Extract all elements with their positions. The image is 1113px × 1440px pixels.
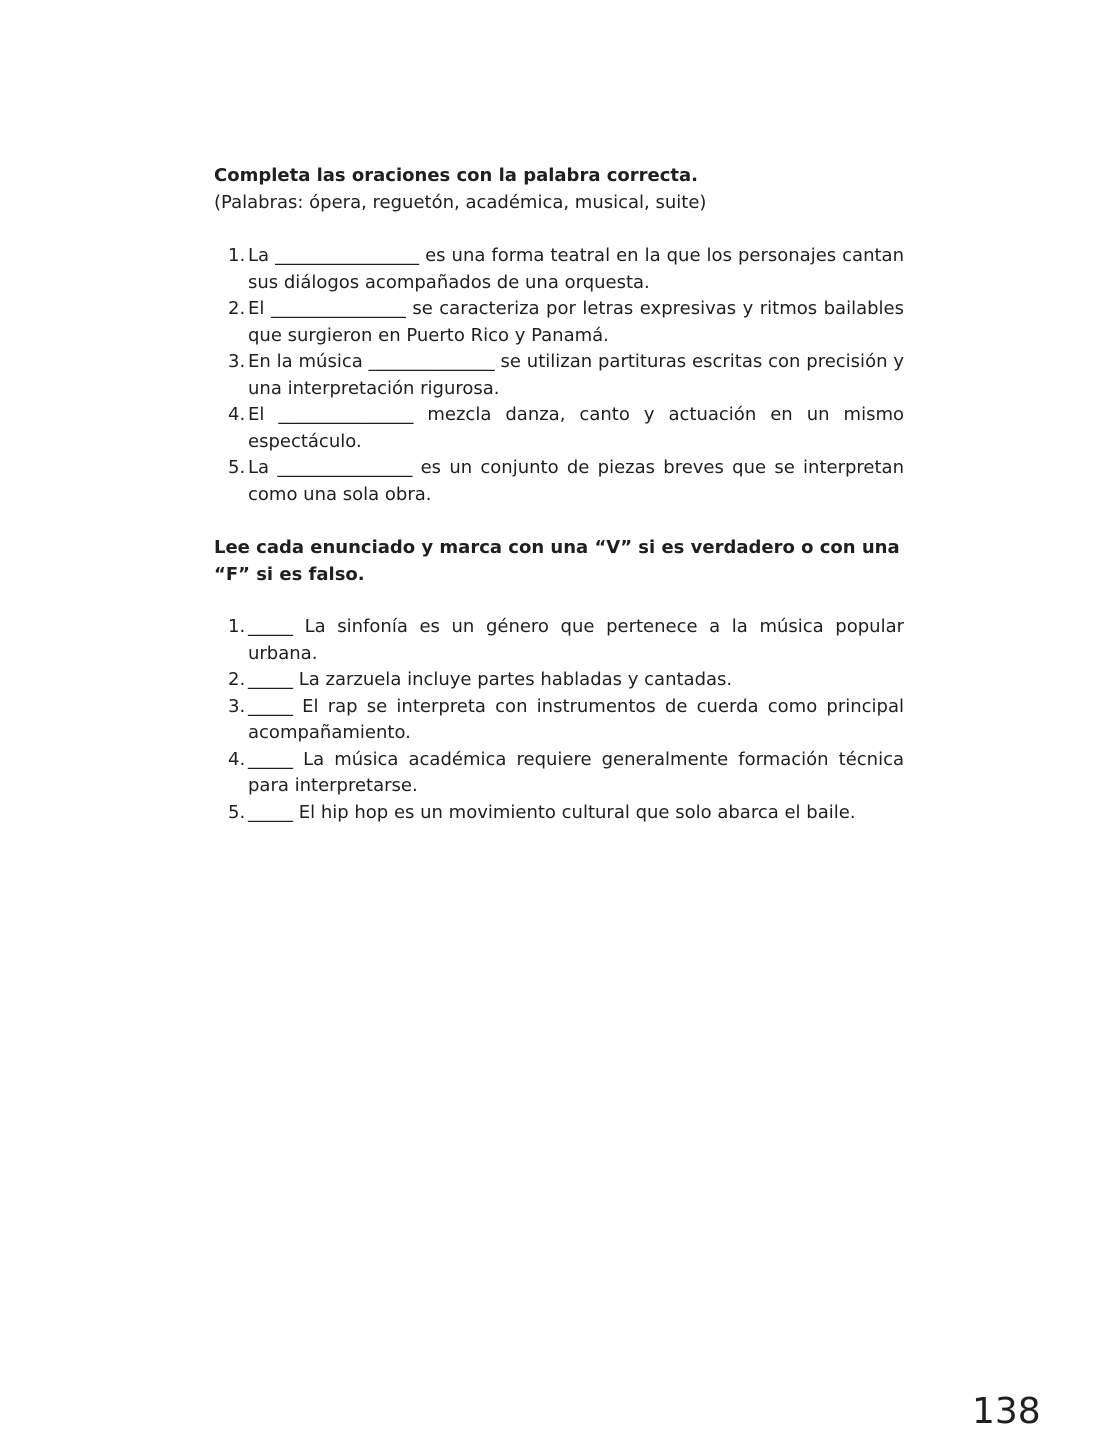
section2-heading: Lee cada enunciado y marca con una “V” si es verdadero o con una “F” si es falso. [214, 537, 900, 585]
list-item [214, 747, 904, 800]
item-text: _____ El hip hop es un movimiento cultural que solo abarca el baile. [248, 801, 856, 823]
item-number: 5. [228, 801, 246, 823]
list-item [214, 455, 904, 508]
list-item [214, 349, 904, 402]
item-text: La ________________ es una forma teatral en la que los personajes cantan sus diálogos acompañados de una orquesta. [248, 245, 904, 293]
item-number: 1. [228, 616, 246, 637]
item-number: 3. [228, 695, 246, 717]
item-text: _____ La zarzuela incluye partes habladas y cantadas. [248, 669, 733, 690]
item-number: 2. [228, 298, 246, 319]
item-number: 4. [228, 404, 246, 425]
true-false-list [214, 614, 904, 826]
item-number: 1. [228, 245, 246, 266]
item-text: _____ La sinfonía es un género que pertenece a la música popular urbana. [248, 616, 904, 664]
item-text: El _______________ se caracteriza por letras expresivas y ritmos bailables que surgieron en Puerto Rico y Panamá. [248, 298, 904, 346]
list-item [214, 402, 904, 455]
item-number: 3. [228, 351, 246, 372]
list-item [214, 667, 904, 694]
item-text: En la música ______________ se utilizan partituras escritas con precisión y una interpretación rigurosa. [248, 351, 904, 399]
list-item [214, 614, 904, 667]
worksheet-content [214, 163, 904, 826]
list-item [214, 243, 904, 296]
item-number: 2. [228, 669, 246, 690]
list-item [214, 800, 904, 827]
item-text: El _______________ mezcla danza, canto y actuación en un mismo espectáculo. [248, 404, 904, 452]
item-number: 4. [228, 748, 246, 770]
list-item [214, 296, 904, 349]
item-text: La _______________ es un conjunto de piezas breves que se interpretan como una sola obra. [248, 457, 904, 505]
section1-heading: Completa las oraciones con la palabra correcta. [214, 165, 698, 186]
fill-in-list [214, 243, 904, 508]
item-text: _____ El rap se interpreta con instrumentos de cuerda como principal acompañamiento. [248, 695, 904, 743]
item-text: _____ La música académica requiere generalmente formación técnica para interpretarse. [248, 748, 904, 796]
page-number: 138 [972, 1391, 1041, 1432]
list-item [214, 694, 904, 747]
section1-word-bank: (Palabras: ópera, reguetón, académica, musical, suite) [214, 191, 707, 213]
item-number: 5. [228, 457, 246, 478]
